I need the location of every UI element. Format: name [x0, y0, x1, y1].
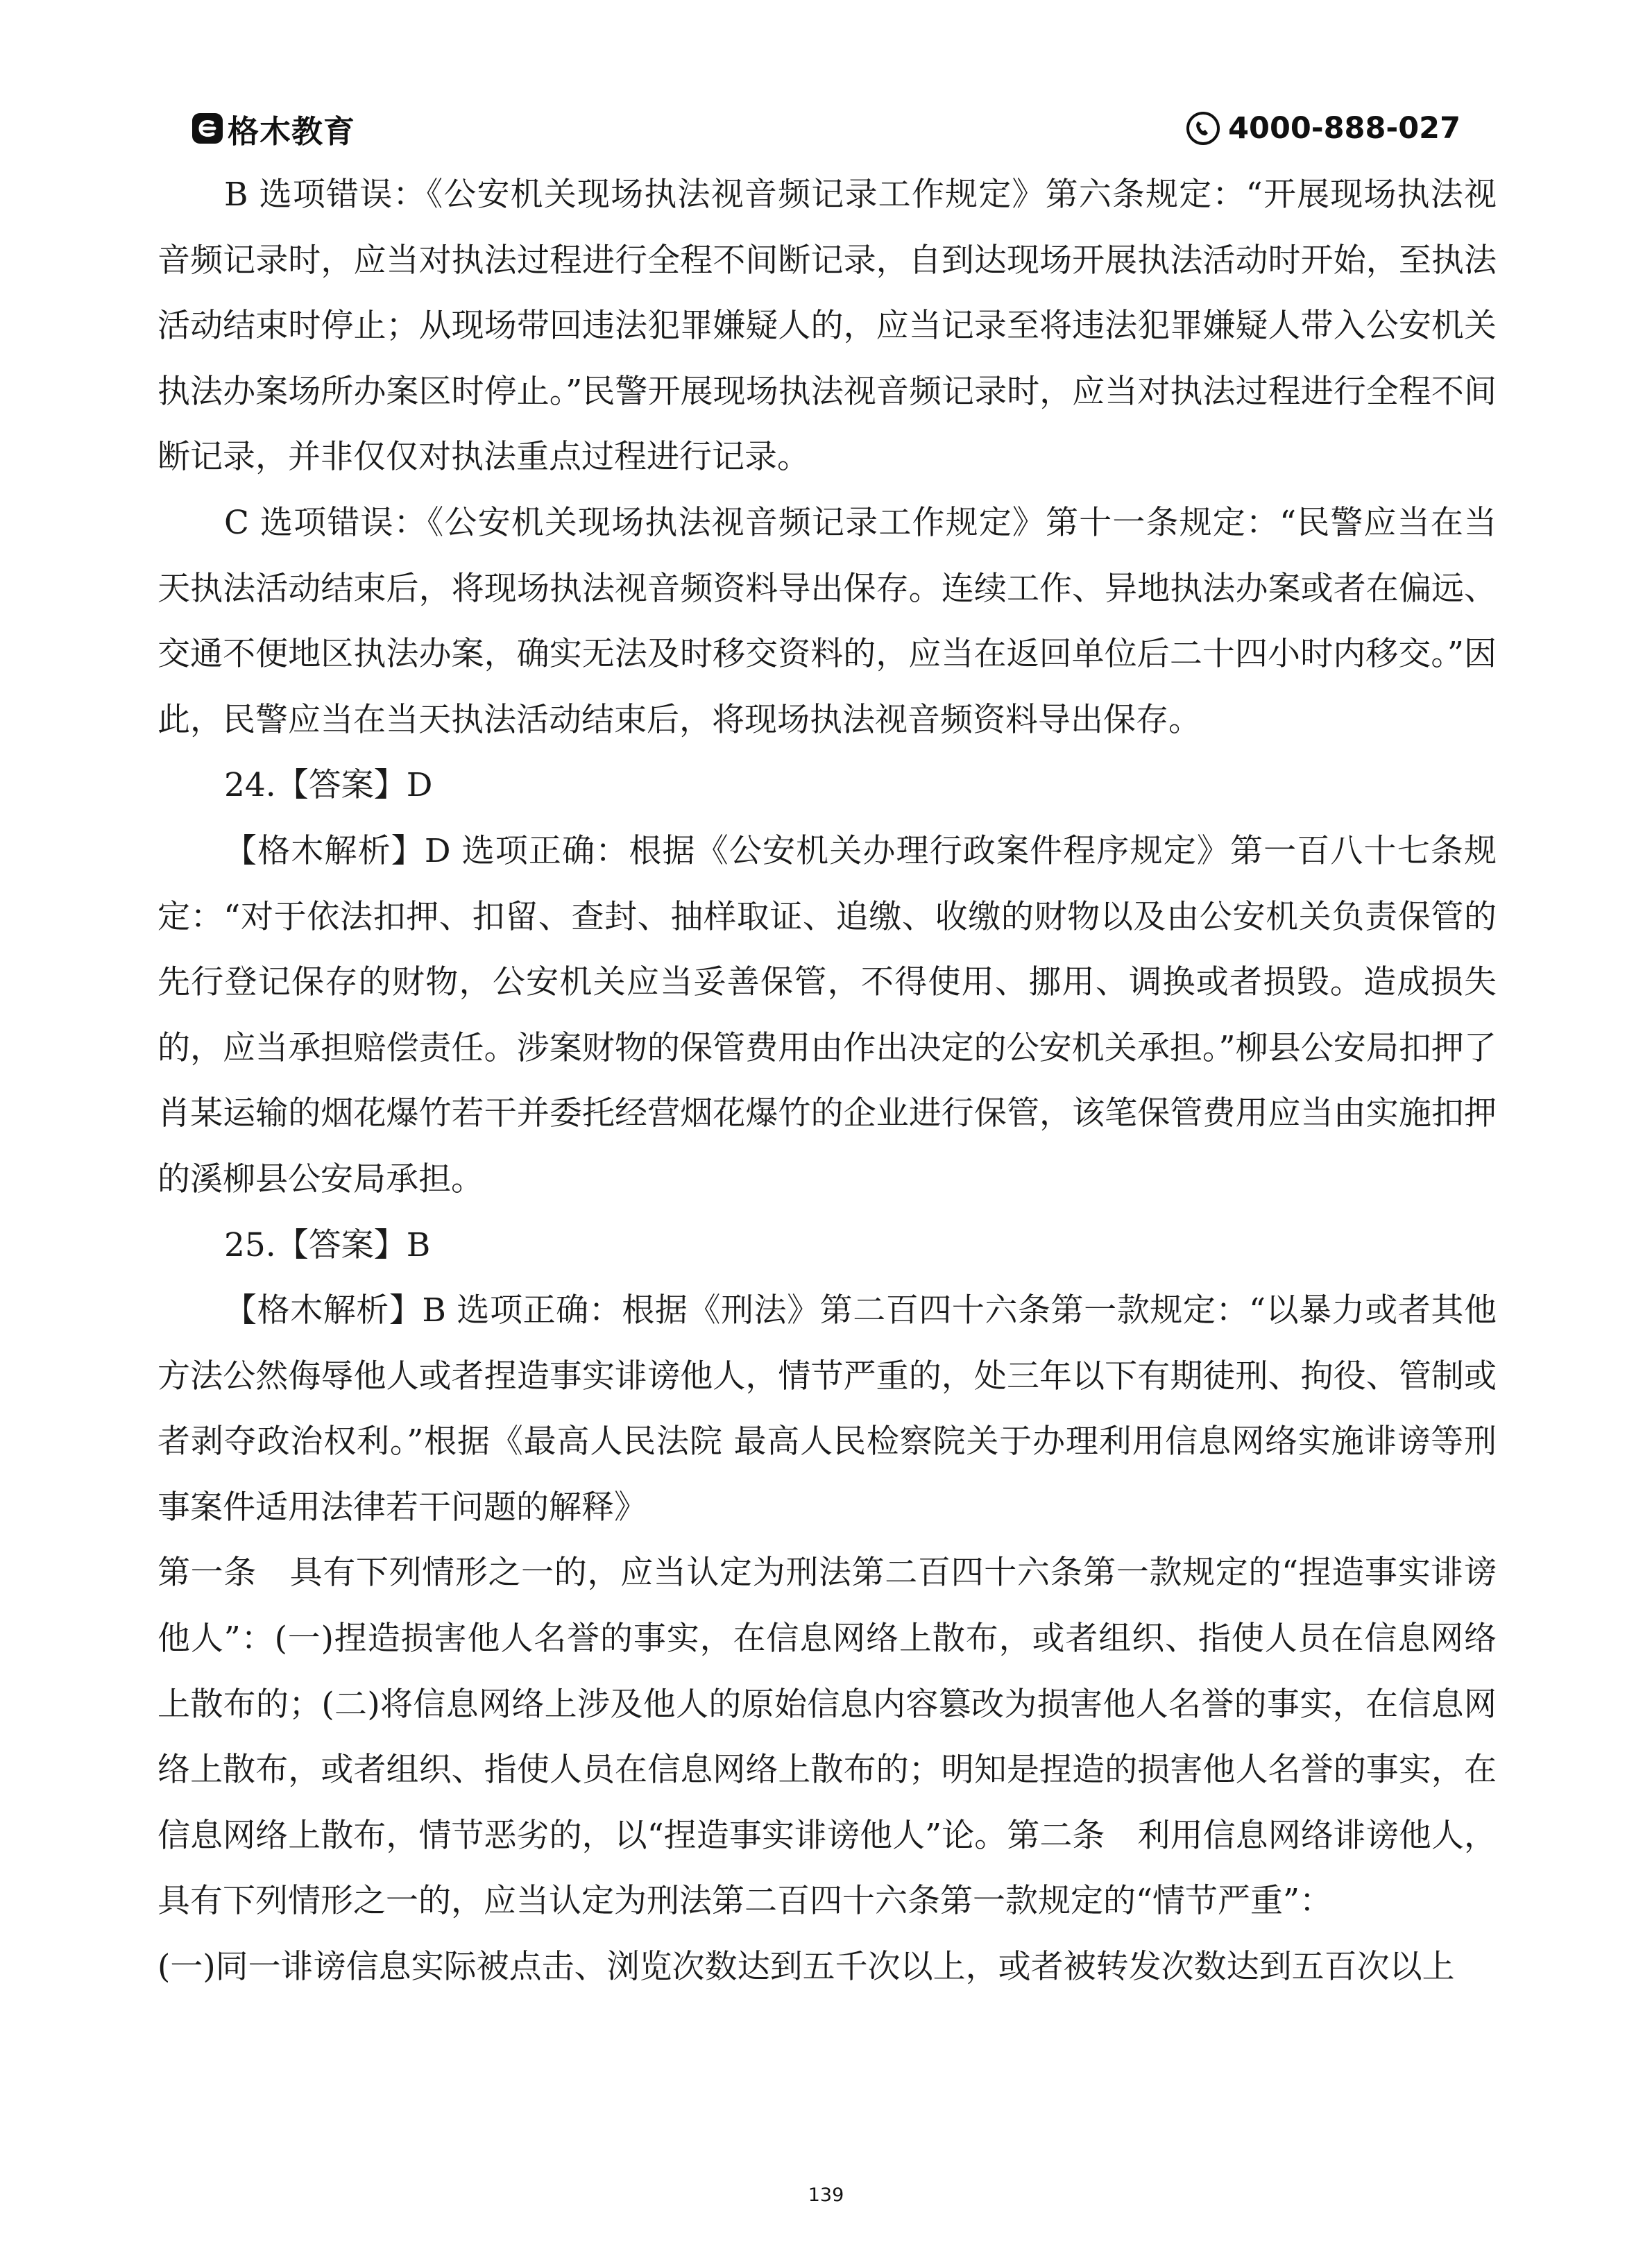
answer-25: 25.【答案】B: [224, 1225, 431, 1264]
answer-24: 24.【答案】D: [224, 766, 433, 805]
brand: [191, 104, 355, 153]
analysis-24: 【格木解析】D 选项正确：根据《公安机关办理行政案件程序规定》第一百八十七条规定：“对于依法扣押、扣留、查封、抽样取证、追缴、收缴的财物以及由公安机关负责保管的先行登记保存的财物，公安机关应当妥善保管，不得使用、挪用、调换或者损毁。造成损失的，应当承担赔偿责任。涉案财物的保管费用由作出决定的公安机关承担。”柳县公安局扣押了肖某运输的烟花爆竹若干并委托经营烟花爆竹的企业进行保管，该笔保管费用应当由实施扣押的溪柳县公安局承担。: [157, 831, 1497, 1198]
interpretation-articles: 第一条 具有下列情形之一的，应当认定为刑法第二百四十六条第一款规定的“捏造事实诽谤他人”：(一)捏造损害他人名誉的事实，在信息网络上散布，或者组织、指使人员在信息网络上散布的；(二)将信息网络上涉及他人的原始信息内容篡改为损害他人名誉的事实，在信息网络上散布，或者组织、指使人员在信息网络上散布的；明知是捏造的损害他人名誉的事实，在信息网络上散布，情节恶劣的，以“捏造事实诽谤他人”论。第二条 利用信息网络诽谤他人，具有下列情形之一的，应当认定为刑法第二百四十六条第一款规定的“情节严重”：: [157, 1554, 1497, 1921]
interpretation-item-1: (一)同一诽谤信息实际被点击、浏览次数达到五千次以上，或者被转发次数达到五百次以上: [157, 1948, 1455, 1987]
page-number: 139: [808, 2184, 844, 2206]
paragraph-option-b: B 选项错误：《公安机关现场执法视音频记录工作规定》第六条规定：“开展现场执法视音频记录时，应当对执法过程进行全程不间断记录，自到达现场开展执法活动时开始，至执法活动结束时停止；从现场带回违法犯罪嫌疑人的，应当记录至将违法犯罪嫌疑人带入公安机关执法办案场所办案区时停止。”民警开展现场执法视音频记录时，应当对执法过程进行全程不间断记录，并非仅仅对执法重点过程进行记录。: [157, 176, 1497, 477]
phone-icon: [1185, 110, 1221, 146]
brand-logo-icon: [191, 112, 223, 144]
document-body: [157, 162, 1497, 2001]
brand-name: 格木教育: [228, 112, 356, 150]
hotline: [1185, 104, 1461, 153]
page-header: [191, 104, 1461, 153]
paragraph-option-c: C 选项错误：《公安机关现场执法视音频记录工作规定》第十一条规定：“民警应当在当天执法活动结束后，将现场执法视音频资料导出保存。连续工作、异地执法办案或者在偏远、交通不便地区执法办案，确实无法及时移交资料的，应当在返回单位后二十四小时内移交。”因此，民警应当在当天执法活动结束后，将现场执法视音频资料导出保存。: [157, 503, 1497, 739]
analysis-25: 【格木解析】B 选项正确：根据《刑法》第二百四十六条第一款规定：“以暴力或者其他方法公然侮辱他人或者捏造事实诽谤他人，情节严重的，处三年以下有期徒刑、拘役、管制或者剥夺政治权利。”根据《最高人民法院 最高人民检察院关于办理利用信息网络实施诽谤等刑事案件适用法律若干问题的解释》: [157, 1291, 1497, 1527]
phone-number: 4000-888-027: [1228, 111, 1461, 146]
